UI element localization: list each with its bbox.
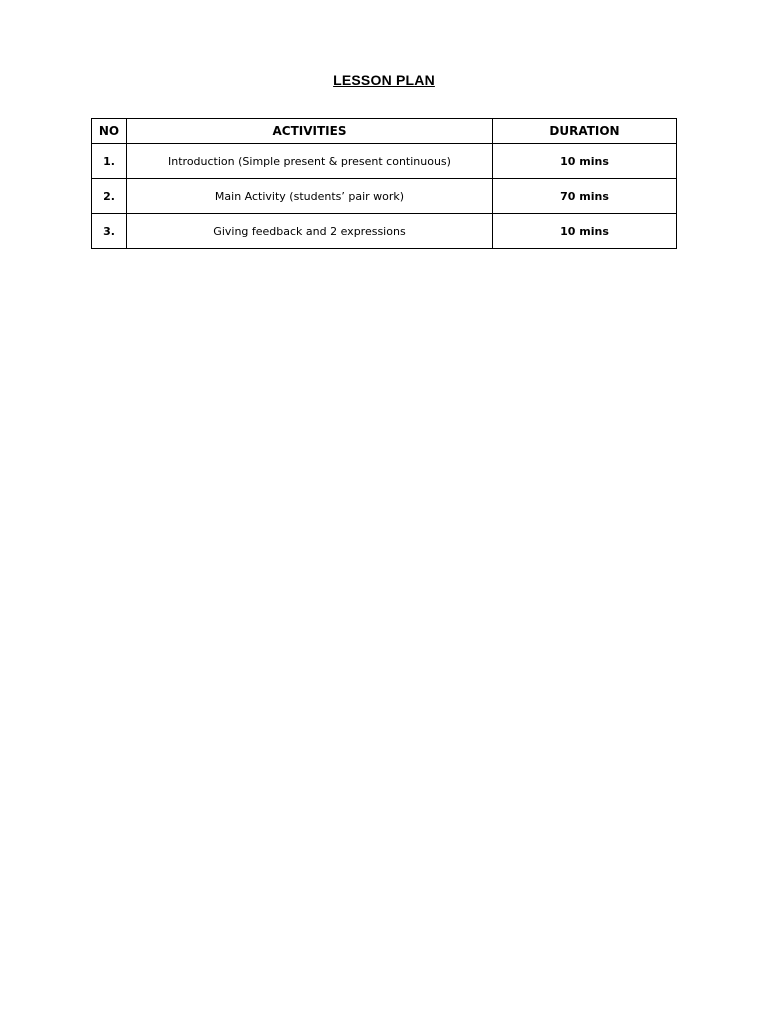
table-header-row: [92, 119, 677, 144]
page-title: LESSON PLAN: [333, 72, 435, 88]
row-number: 3.: [92, 214, 127, 249]
header-no: NO: [92, 119, 127, 144]
table-row: [92, 179, 677, 214]
row-duration: 70 mins: [493, 179, 677, 214]
row-activity: Introduction (Simple present & present continuous): [127, 144, 493, 179]
row-duration: 10 mins: [493, 214, 677, 249]
header-activities: ACTIVITIES: [127, 119, 493, 144]
row-activity: Giving feedback and 2 expressions: [127, 214, 493, 249]
row-activity: Main Activity (students’ pair work): [127, 179, 493, 214]
header-duration: DURATION: [493, 119, 677, 144]
row-number: 2.: [92, 179, 127, 214]
row-duration: 10 mins: [493, 144, 677, 179]
table-row: [92, 214, 677, 249]
table-row: [92, 144, 677, 179]
row-number: 1.: [92, 144, 127, 179]
lesson-plan-table: [91, 118, 677, 249]
